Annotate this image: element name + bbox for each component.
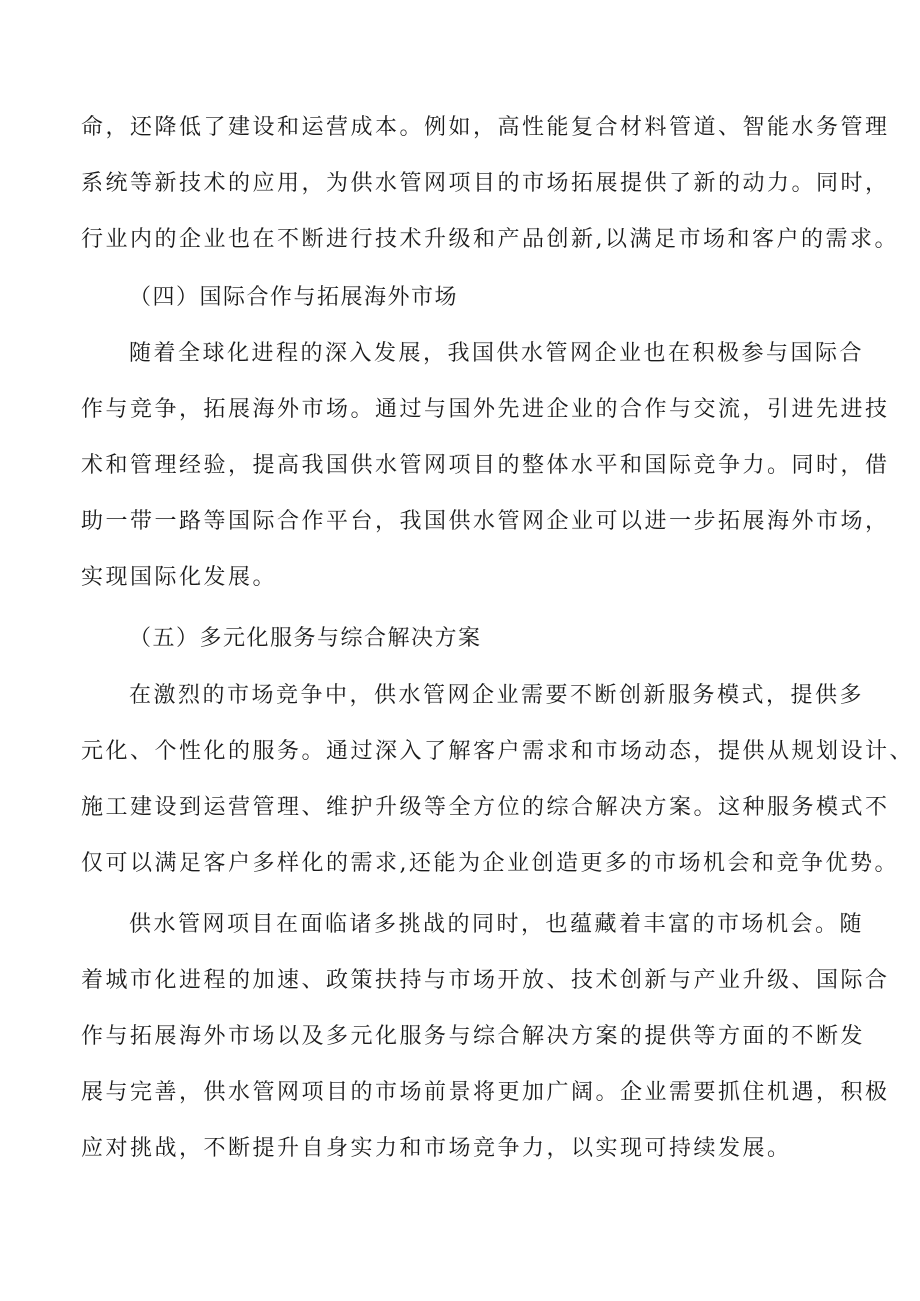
paragraph-international	[81, 326, 890, 606]
paragraph-line: 在激烈的市场竞争中，供水管网企业需要不断创新服务模式，提供多	[129, 683, 865, 708]
paragraph-line: 作与拓展海外市场以及多元化服务与综合解决方案的提供等方面的不断发	[81, 1024, 866, 1049]
paragraph-line: 着城市化进程的加速、政策扶持与市场开放、技术创新与产业升级、国际合	[81, 968, 890, 993]
paragraph-conclusion	[81, 897, 890, 1177]
section-heading: （四）国际合作与拓展海外市场	[129, 285, 459, 310]
section-heading-services	[81, 611, 853, 667]
paragraph-line: 供水管网项目在面临诸多挑战的同时，也蕴藏着丰富的市场机会。随	[129, 912, 865, 937]
paragraph-line: 施工建设到运营管理、维护升级等全方位的综合解决方案。这种服务模式不	[81, 795, 890, 820]
paragraph-services	[81, 668, 915, 892]
paragraph-line: 随着全球化进程的深入发展，我国供水管网企业也在积极参与国际合	[129, 341, 865, 366]
paragraph-line: 作与竞争，拓展海外市场。通过与国外先进企业的合作与交流，引进先进技	[81, 397, 890, 422]
paragraph-line: 实现国际化发展。	[81, 565, 278, 590]
paragraph-line: 仅可以满足客户多样化的需求,还能为企业创造更多的市场机会和竞争优势。	[81, 851, 899, 876]
paragraph-line: 展与完善，供水管网项目的市场前景将更加广阔。企业需要抓住机遇，积极	[81, 1080, 890, 1105]
section-heading: （五）多元化服务与综合解决方案	[129, 626, 482, 651]
paragraph-line: 行业内的企业也在不断进行技术升级和产品创新,以满足市场和客户的需求。	[81, 227, 899, 252]
paragraph-line: 应对挑战，不断提升自身实力和市场竞争力，以实现可持续发展。	[81, 1136, 792, 1161]
paragraph-line: 元化、个性化的服务。通过深入了解客户需求和市场动态，提供从规划设计、	[81, 739, 915, 764]
paragraph-line: 助一带一路等国际合作平台，我国供水管网企业可以进一步拓展海外市场，	[81, 509, 890, 534]
paragraph-line: 命，还降低了建设和运营成本。例如，高性能复合材料管道、智能水务管理	[81, 115, 890, 140]
paragraph-line: 术和管理经验，提高我国供水管网项目的整体水平和国际竞争力。同时，借	[81, 453, 890, 478]
paragraph-line: 系统等新技术的应用，为供水管网项目的市场拓展提供了新的动力。同时，	[81, 171, 890, 196]
paragraph-intro-continued	[81, 100, 899, 268]
section-heading-international	[81, 270, 853, 326]
